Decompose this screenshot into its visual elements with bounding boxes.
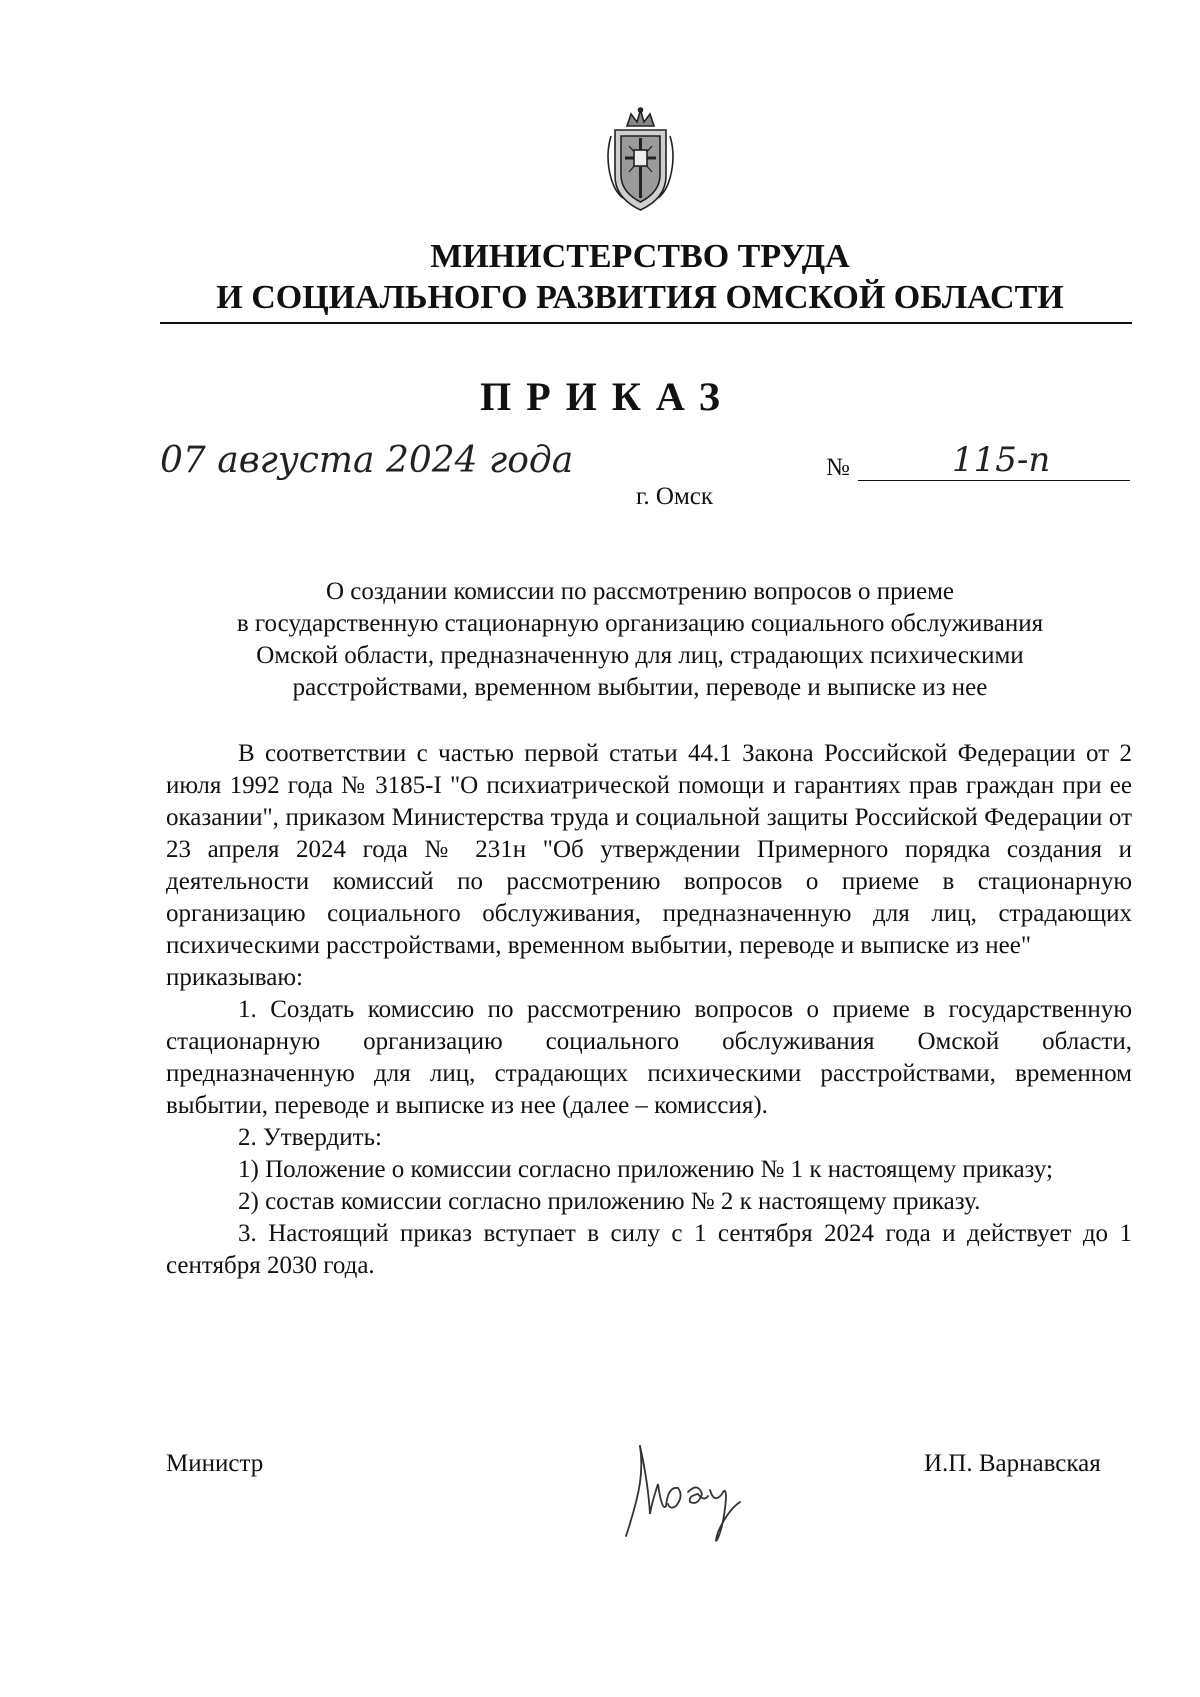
coat-of-arms-icon [601, 106, 680, 214]
order-word: приказываю: [166, 964, 303, 991]
clause-2: 2. Утвердить: [238, 1124, 382, 1151]
subject-line: в государственную стационарную организацию социального обслуживания [236, 610, 1044, 637]
order-subject [150, 576, 1130, 704]
handwritten-signature [618, 1432, 768, 1552]
city-label: г. Омск [636, 483, 714, 510]
ministry-header-line2: И СОЦИАЛЬНОГО РАЗВИТИЯ ОМСКОЙ ОБЛАСТИ [216, 279, 1064, 316]
subject-line: О создании комиссии по рассмотрению вопросов о приеме [325, 578, 955, 605]
clause-3: 3. Настоящий приказ вступает в силу с 1 сентября 2024 года и действует до 1 сентября 2030 года. [166, 1220, 1132, 1279]
ministry-header [150, 236, 1130, 318]
document-type: ПРИКАЗ [480, 374, 735, 419]
number-underline [858, 480, 1130, 481]
ministry-header-line1: МИНИСТЕРСТВО ТРУДА [430, 238, 850, 275]
signatory-title: Министр [166, 1450, 264, 1477]
clause-1: 1. Создать комиссию по рассмотрению вопросов о приеме в государственную стационарную организацию социального обслуживания Омской области, предназначенную для лиц, страдающих психическими расстройствами, временном выбытии, переводе и выписке из нее (далее – комиссия). [166, 996, 1132, 1119]
subject-line: расстройствами, временном выбытии, переводе и выписке из нее [292, 674, 988, 701]
clause-2-1: 1) Положение о комиссии согласно приложению № 1 к настоящему приказу; [238, 1156, 1054, 1183]
header-divider [160, 322, 1132, 324]
clause-2-2: 2) состав комиссии согласно приложению № 2 к настоящему приказу. [238, 1188, 981, 1215]
preamble-paragraph: В соответствии с частью первой статьи 44.1 Закона Российской Федерации от 2 июля 1992 года № 3185-I "О психиатрической помощи и гарантиях прав граждан при ее оказании", приказом Министерства труда и социальной защиты Российской Федерации от 23 апреля 2024 года № 231н "Об утверждении Примерного порядка создания и деятельности комиссий по рассмотрению вопросов о приеме в стационарную организацию социального обслуживания, предназначенную для лиц, страдающих психическими расстройствами, временном выбытии, переводе и выписке из нее" [166, 740, 1132, 959]
number-label: № [826, 454, 850, 481]
handwritten-number: 115-п [952, 440, 1051, 480]
subject-line: Омской области, предназначенную для лиц, страдающих психическими [256, 642, 1024, 669]
signatory-name: И.П. Варнавская [924, 1450, 1101, 1477]
order-body [166, 738, 1132, 1282]
handwritten-date: 07 августа 2024 года [160, 440, 574, 481]
